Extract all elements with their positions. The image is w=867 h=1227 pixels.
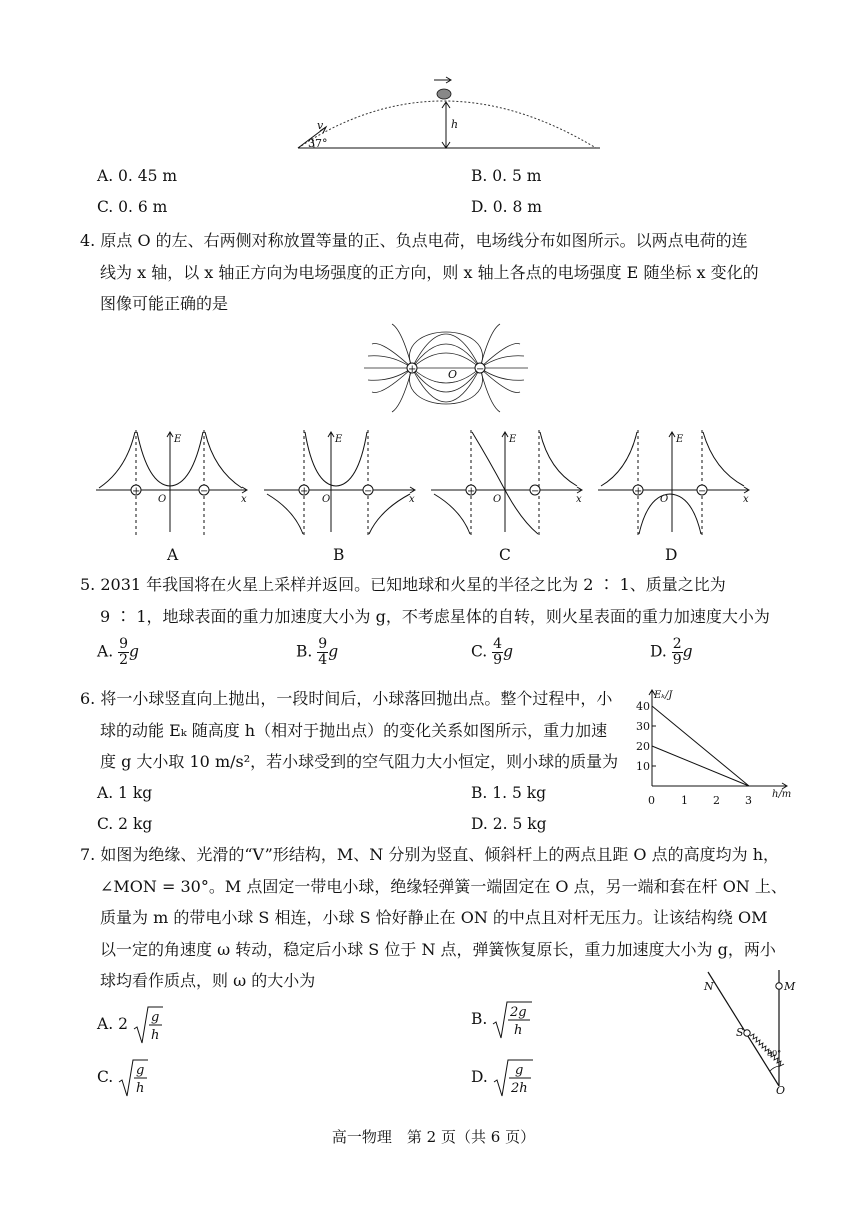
angle-label: 37° xyxy=(308,137,328,150)
svg-text:2g: 2g xyxy=(510,1005,527,1020)
svg-text:h: h xyxy=(514,1023,523,1038)
graph-b-E: E xyxy=(335,434,343,445)
q6-option-c: C. 2 kg xyxy=(97,815,153,833)
graph-c-O: O xyxy=(493,494,502,505)
q4-label-b: B xyxy=(333,546,345,564)
graph-a-E: E xyxy=(174,434,182,445)
q5-line-2: 9 ∶ 1，地球表面的重力加速度大小为 g，不考虑星体的自转，则火星表面的重力加速度大小为 xyxy=(100,607,770,626)
field-minus: − xyxy=(476,364,485,375)
electric-field-figure xyxy=(362,320,530,410)
ek-h-graph xyxy=(630,686,800,810)
sqrt-icon xyxy=(493,1058,533,1098)
q3-option-a: A. 0. 45 m xyxy=(97,167,178,185)
q7-line-5: 球均看作质点，则 ω 的大小为 xyxy=(100,971,316,990)
ytick-20: 20 xyxy=(636,740,650,753)
q3-option-c: C. 0. 6 m xyxy=(97,198,168,216)
ytick-30: 30 xyxy=(636,720,650,733)
graph-d-E: E xyxy=(676,434,684,445)
graph-a-x: x xyxy=(241,494,247,505)
xtick-3: 3 xyxy=(745,794,752,807)
graph-a-plus: + xyxy=(132,486,141,497)
graph-c-plus: + xyxy=(467,486,476,497)
xtick-0: 0 xyxy=(648,794,655,807)
graph-d xyxy=(598,430,753,535)
v-label: v xyxy=(317,119,324,132)
graph-c-x: x xyxy=(576,494,582,505)
q5-line-1: 5. 2031 年我国将在火星上采样并返回。已知地球和火星的半径之比为 2 ∶ 1、质量之比为 xyxy=(80,575,726,594)
ytick-10: 10 xyxy=(636,760,650,773)
q7-option-a: A. 2 g h xyxy=(97,1005,163,1045)
h-axis-label: h/m xyxy=(772,789,792,800)
svg-text:2h: 2h xyxy=(510,1081,528,1096)
q4-label-a: A xyxy=(167,546,179,564)
ek-axis-label: Eₖ/J xyxy=(654,690,673,701)
q6-option-b: B. 1. 5 kg xyxy=(471,784,547,802)
sqrt-icon xyxy=(133,1005,163,1045)
graph-b-plus: + xyxy=(300,486,309,497)
q4-label-c: C xyxy=(499,546,511,564)
graph-c-minus: − xyxy=(531,486,540,497)
q7-option-d: D. g 2h xyxy=(471,1058,533,1098)
ytick-40: 40 xyxy=(636,700,650,713)
q4-line-1: 4. 原点 O 的左、右两侧对称放置等量的正、负点电荷，电场线分布如图所示。以两点电荷的连 xyxy=(80,231,748,250)
fig-S: S xyxy=(736,1026,744,1039)
graph-b xyxy=(264,430,419,535)
graph-a xyxy=(96,430,251,535)
graph-b-x: x xyxy=(409,494,415,505)
q4-line-3: 图像可能正确的是 xyxy=(100,294,229,313)
graph-d-minus: − xyxy=(698,486,707,497)
q6-option-d: D. 2. 5 kg xyxy=(471,815,547,833)
xtick-2: 2 xyxy=(713,794,720,807)
graph-a-minus: − xyxy=(200,486,209,497)
graph-b-minus: − xyxy=(364,486,373,497)
graph-d-O: O xyxy=(660,494,669,505)
fig-angle: 30° xyxy=(767,1049,782,1058)
xtick-1: 1 xyxy=(681,794,688,807)
fig-O: O xyxy=(776,1084,786,1097)
q7-line-3: 质量为 m 的带电小球 S 相连，小球 S 恰好静止在 ON 的中点且对杆无压力。让该结构绕 OM xyxy=(100,908,768,927)
field-plus: + xyxy=(408,364,417,375)
graph-d-x: x xyxy=(743,494,749,505)
h-label: h xyxy=(451,118,459,131)
q5-option-d: D. $\frac{2}{9}$ g xyxy=(650,636,693,668)
q6-line-1: 6. 将一小球竖直向上抛出，一段时间后，小球落回抛出点。整个过程中，小 xyxy=(80,689,613,708)
sqrt-icon xyxy=(492,1000,532,1040)
q7-option-c: C. g h xyxy=(97,1058,148,1098)
q7-option-b: B. 2g h xyxy=(471,1000,532,1040)
q6-line-2: 球的动能 Eₖ 随高度 h（相对于抛出点）的变化关系如图所示，重力加速 xyxy=(100,721,608,740)
graph-d-plus: + xyxy=(634,486,643,497)
page-footer: 高一物理 第 2 页（共 6 页） xyxy=(331,1128,536,1146)
sqrt-icon xyxy=(118,1058,148,1098)
q5-option-c: C. $\frac{4}{9}$ g xyxy=(471,636,514,668)
q6-option-a: A. 1 kg xyxy=(97,784,153,802)
svg-text:g: g xyxy=(136,1063,145,1078)
graph-a-O: O xyxy=(158,494,167,505)
svg-text:h: h xyxy=(136,1081,145,1096)
graph-c-E: E xyxy=(509,434,517,445)
q6-line-3: 度 g 大小取 10 m/s²，若小球受到的空气阻力大小恒定，则小球的质量为 xyxy=(100,752,619,771)
field-origin: O xyxy=(448,368,458,381)
projectile-figure xyxy=(290,72,610,157)
svg-text:g: g xyxy=(514,1063,524,1078)
fig-M: M xyxy=(784,980,796,993)
q3-option-b: B. 0. 5 m xyxy=(471,167,542,185)
q7-line-4: 以一定的角速度 ω 转动，稳定后小球 S 位于 N 点，弹簧恢复原长，重力加速度大小为 g，两小 xyxy=(100,940,776,959)
q7-line-1: 7. 如图为绝缘、光滑的“V”形结构，M、N 分别为竖直、倾斜杆上的两点且距 O 点的高度均为 h， xyxy=(80,845,780,864)
q5-option-a: A. $\frac{9}{2}$ g xyxy=(97,636,139,668)
graph-c xyxy=(431,430,586,535)
q4-line-2: 线为 x 轴，以 x 轴正方向为电场强度的正方向，则 x 轴上各点的电场强度 E 随坐标 x 变化的 xyxy=(100,263,759,282)
graph-b-O: O xyxy=(322,494,331,505)
q7-line-2: ∠MON = 30°。M 点固定一带电小球，绝缘轻弹簧一端固定在 O 点，另一端和套在杆 ON 上、 xyxy=(100,877,787,896)
q4-label-d: D xyxy=(665,546,678,564)
fig-N: N xyxy=(704,980,714,993)
svg-text:g: g xyxy=(150,1010,160,1025)
v-structure-figure xyxy=(700,966,810,1096)
svg-text:h: h xyxy=(150,1028,160,1043)
q5-option-b: B. $\frac{9}{4}$ g xyxy=(296,636,339,668)
q3-option-d: D. 0. 8 m xyxy=(471,198,542,216)
